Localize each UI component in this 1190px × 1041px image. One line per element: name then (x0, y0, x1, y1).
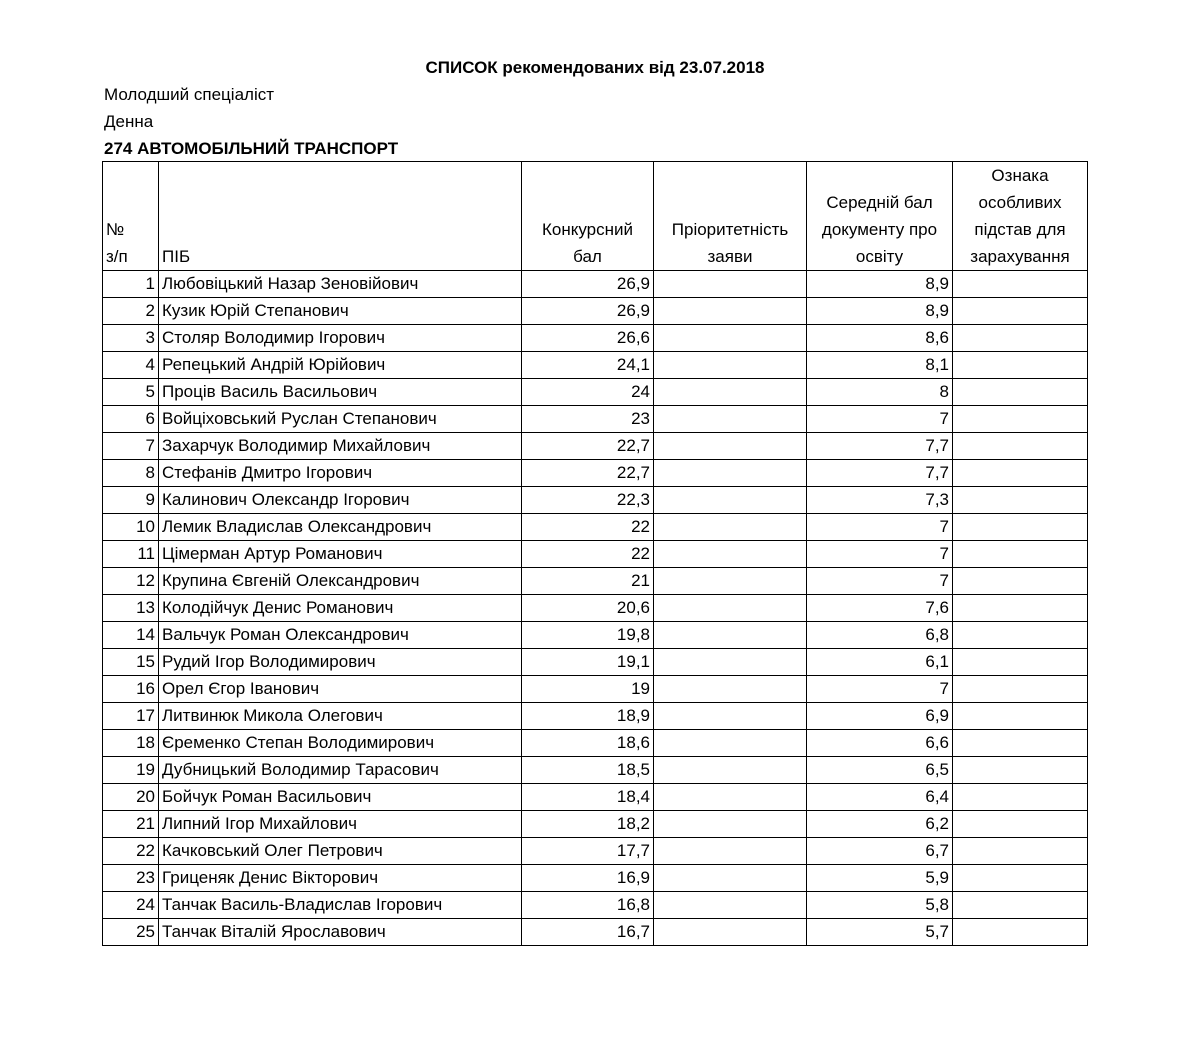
table-row (103, 406, 1088, 433)
row-special-grounds (953, 406, 1088, 433)
row-priority (654, 298, 807, 325)
table-row (103, 892, 1088, 919)
row-name: Вальчук Роман Олександрович (159, 622, 522, 649)
table-row (103, 487, 1088, 514)
row-score: 19 (522, 676, 654, 703)
row-name: Липний Ігор Михайлович (159, 811, 522, 838)
row-number: 23 (103, 865, 159, 892)
table-row (103, 757, 1088, 784)
row-score: 19,8 (522, 622, 654, 649)
row-special-grounds (953, 325, 1088, 352)
row-special-grounds (953, 784, 1088, 811)
row-score: 26,6 (522, 325, 654, 352)
row-priority (654, 865, 807, 892)
row-priority (654, 379, 807, 406)
row-priority (654, 730, 807, 757)
row-special-grounds (953, 379, 1088, 406)
row-name: Орел Єгор Іванович (159, 676, 522, 703)
row-name: Лемик Владислав Олександрович (159, 514, 522, 541)
row-name: Танчак Віталій Ярославович (159, 919, 522, 946)
row-average-score: 7 (807, 514, 953, 541)
row-number: 21 (103, 811, 159, 838)
table-row (103, 811, 1088, 838)
row-score: 16,8 (522, 892, 654, 919)
row-average-score: 6,8 (807, 622, 953, 649)
row-number: 18 (103, 730, 159, 757)
row-priority (654, 568, 807, 595)
table-row (103, 838, 1088, 865)
row-name: Захарчук Володимир Михайлович (159, 433, 522, 460)
row-special-grounds (953, 460, 1088, 487)
table-row (103, 271, 1088, 298)
row-average-score: 6,4 (807, 784, 953, 811)
row-number: 20 (103, 784, 159, 811)
row-average-score: 8,1 (807, 352, 953, 379)
table-row (103, 298, 1088, 325)
row-average-score: 7 (807, 568, 953, 595)
row-name: Цімерман Артур Романович (159, 541, 522, 568)
row-score: 22 (522, 514, 654, 541)
row-special-grounds (953, 919, 1088, 946)
table-row (103, 352, 1088, 379)
row-score: 18,6 (522, 730, 654, 757)
row-average-score: 7,3 (807, 487, 953, 514)
row-priority (654, 838, 807, 865)
row-number: 16 (103, 676, 159, 703)
row-score: 23 (522, 406, 654, 433)
table-row (103, 541, 1088, 568)
row-number: 8 (103, 460, 159, 487)
table-row (103, 325, 1088, 352)
header-priority: Пріоритетність заяви (654, 162, 807, 271)
row-score: 18,9 (522, 703, 654, 730)
row-name: Репецький Андрій Юрійович (159, 352, 522, 379)
row-special-grounds (953, 595, 1088, 622)
specialty-title: 274 АВТОМОБІЛЬНИЙ ТРАНСПОРТ (104, 139, 399, 158)
row-special-grounds (953, 568, 1088, 595)
table-row (103, 703, 1088, 730)
row-number: 15 (103, 649, 159, 676)
row-special-grounds (953, 622, 1088, 649)
row-number: 19 (103, 757, 159, 784)
row-average-score: 5,9 (807, 865, 953, 892)
row-score: 20,6 (522, 595, 654, 622)
row-priority (654, 406, 807, 433)
row-average-score: 6,6 (807, 730, 953, 757)
education-level: Молодший спеціаліст (104, 85, 275, 104)
row-number: 25 (103, 919, 159, 946)
row-special-grounds (953, 892, 1088, 919)
row-priority (654, 811, 807, 838)
row-number: 10 (103, 514, 159, 541)
row-special-grounds (953, 676, 1088, 703)
row-special-grounds (953, 298, 1088, 325)
row-number: 1 (103, 271, 159, 298)
row-number: 9 (103, 487, 159, 514)
row-special-grounds (953, 433, 1088, 460)
row-number: 3 (103, 325, 159, 352)
row-score: 22,7 (522, 433, 654, 460)
row-name: Танчак Василь-Владислав Ігорович (159, 892, 522, 919)
row-priority (654, 325, 807, 352)
row-special-grounds (953, 271, 1088, 298)
row-score: 21 (522, 568, 654, 595)
row-number: 17 (103, 703, 159, 730)
table-row (103, 460, 1088, 487)
table-row (103, 595, 1088, 622)
row-number: 13 (103, 595, 159, 622)
row-priority (654, 919, 807, 946)
row-number: 7 (103, 433, 159, 460)
row-priority (654, 649, 807, 676)
row-score: 16,7 (522, 919, 654, 946)
row-priority (654, 487, 807, 514)
row-special-grounds (953, 838, 1088, 865)
row-name: Любовіцький Назар Зеновійович (159, 271, 522, 298)
row-average-score: 7,7 (807, 460, 953, 487)
row-priority (654, 784, 807, 811)
table-row (103, 919, 1088, 946)
row-special-grounds (953, 487, 1088, 514)
row-priority (654, 892, 807, 919)
row-special-grounds (953, 757, 1088, 784)
table-header-row (103, 162, 1088, 271)
row-priority (654, 676, 807, 703)
row-score: 16,9 (522, 865, 654, 892)
row-score: 26,9 (522, 298, 654, 325)
document-title: СПИСОК рекомендованих від 23.07.2018 (425, 58, 765, 77)
table-row (103, 865, 1088, 892)
row-number: 4 (103, 352, 159, 379)
row-name: Рудий Ігор Володимирович (159, 649, 522, 676)
row-average-score: 7 (807, 406, 953, 433)
row-special-grounds (953, 649, 1088, 676)
row-average-score: 6,1 (807, 649, 953, 676)
row-special-grounds (953, 865, 1088, 892)
table-row (103, 730, 1088, 757)
row-priority (654, 352, 807, 379)
row-name: Гриценяк Денис Вікторович (159, 865, 522, 892)
row-name: Бойчук Роман Васильович (159, 784, 522, 811)
row-special-grounds (953, 811, 1088, 838)
row-average-score: 5,7 (807, 919, 953, 946)
row-average-score: 8,6 (807, 325, 953, 352)
row-priority (654, 460, 807, 487)
row-priority (654, 433, 807, 460)
row-priority (654, 622, 807, 649)
row-score: 24 (522, 379, 654, 406)
row-score: 24,1 (522, 352, 654, 379)
row-priority (654, 271, 807, 298)
row-name: Кузик Юрій Степанович (159, 298, 522, 325)
row-name: Єременко Степан Володимирович (159, 730, 522, 757)
header-number: № з/п (103, 162, 159, 271)
row-average-score: 7 (807, 676, 953, 703)
row-score: 19,1 (522, 649, 654, 676)
table-row (103, 514, 1088, 541)
row-score: 18,4 (522, 784, 654, 811)
table-body (103, 271, 1088, 946)
row-name: Качковський Олег Петрович (159, 838, 522, 865)
row-name: Дубницький Володимир Тарасович (159, 757, 522, 784)
table-row (103, 433, 1088, 460)
row-name: Крупина Євгеній Олександрович (159, 568, 522, 595)
row-average-score: 8,9 (807, 298, 953, 325)
row-number: 11 (103, 541, 159, 568)
row-average-score: 6,7 (807, 838, 953, 865)
study-form: Денна (104, 112, 154, 131)
row-special-grounds (953, 352, 1088, 379)
row-score: 22 (522, 541, 654, 568)
row-name: Столяр Володимир Ігорович (159, 325, 522, 352)
row-name: Стефанів Дмитро Ігорович (159, 460, 522, 487)
row-average-score: 6,5 (807, 757, 953, 784)
row-name: Проців Василь Васильович (159, 379, 522, 406)
row-special-grounds (953, 730, 1088, 757)
table-row (103, 379, 1088, 406)
table-row (103, 622, 1088, 649)
table-row (103, 784, 1088, 811)
row-name: Войціховський Руслан Степанович (159, 406, 522, 433)
header-average-score: Середній бал документу про освіту (807, 162, 953, 271)
row-average-score: 5,8 (807, 892, 953, 919)
row-average-score: 8,9 (807, 271, 953, 298)
row-average-score: 8 (807, 379, 953, 406)
row-priority (654, 514, 807, 541)
header-name: ПІБ (159, 162, 522, 271)
row-name: Колодійчук Денис Романович (159, 595, 522, 622)
row-priority (654, 595, 807, 622)
row-number: 24 (103, 892, 159, 919)
row-number: 14 (103, 622, 159, 649)
row-number: 2 (103, 298, 159, 325)
recommended-list-table (102, 161, 1088, 946)
row-score: 22,3 (522, 487, 654, 514)
row-priority (654, 703, 807, 730)
row-number: 22 (103, 838, 159, 865)
row-score: 22,7 (522, 460, 654, 487)
row-number: 6 (103, 406, 159, 433)
header-special-grounds: Ознака особливих підстав для зарахування (953, 162, 1088, 271)
table-row (103, 649, 1088, 676)
row-special-grounds (953, 514, 1088, 541)
row-special-grounds (953, 541, 1088, 568)
row-score: 18,2 (522, 811, 654, 838)
row-name: Литвинюк Микола Олегович (159, 703, 522, 730)
row-average-score: 6,2 (807, 811, 953, 838)
row-score: 18,5 (522, 757, 654, 784)
row-average-score: 6,9 (807, 703, 953, 730)
header-score: Конкурсний бал (522, 162, 654, 271)
row-special-grounds (953, 703, 1088, 730)
row-score: 17,7 (522, 838, 654, 865)
row-average-score: 7 (807, 541, 953, 568)
row-average-score: 7,6 (807, 595, 953, 622)
row-score: 26,9 (522, 271, 654, 298)
row-number: 5 (103, 379, 159, 406)
row-priority (654, 757, 807, 784)
row-priority (654, 541, 807, 568)
table-row (103, 676, 1088, 703)
row-average-score: 7,7 (807, 433, 953, 460)
table-row (103, 568, 1088, 595)
row-number: 12 (103, 568, 159, 595)
row-name: Калинович Олександр Ігорович (159, 487, 522, 514)
